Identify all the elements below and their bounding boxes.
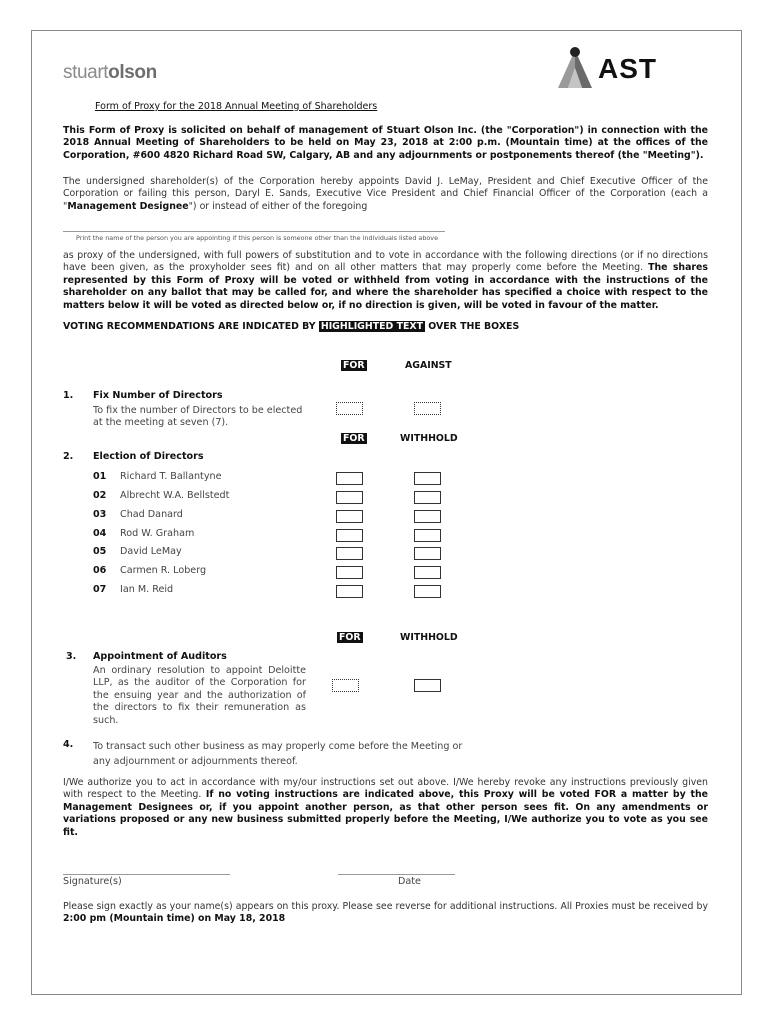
intro-paragraph: This Form of Proxy is solicited on behalf of management of Stuart Olson Inc. (the "Corporation") in connection with the 2018 Annual Meeting of Shareholders to be held on May 23, 2018 at 2:00 p.m. (Mountain time) at the offices of the Corporation, #600 4820 Richard Road SW, Calgary, AB and any adjournments or postponements thereof (the "Meeting"). [63,125,708,161]
highlighted-text-sample: HIGHLIGHTED TEXT [320,321,423,332]
nominee-number: 05 [93,546,107,557]
nominee-for-checkbox[interactable] [336,585,363,598]
nominee-name: Carmen R. Loberg [120,565,207,576]
item-4-number: 4. [63,739,74,750]
item-3-for-checkbox[interactable] [332,679,359,692]
nominee-for-checkbox[interactable] [336,566,363,579]
nominee-name: Richard T. Ballantyne [120,471,222,482]
nominee-name: David LeMay [120,546,182,557]
voting-recommendation: VOTING RECOMMENDATIONS ARE INDICATED BY HIGHLIGHTED TEXT OVER THE BOXES [63,321,520,332]
item-1-against-checkbox[interactable] [414,402,441,415]
item-1-description: To fix the number of Directors to be elected at the meeting at seven (7). [93,405,303,429]
item-3-number: 3. [66,651,77,662]
stuart-olson-logo: stuartolson [63,62,157,83]
for-header-1: FOR [343,360,365,371]
nominee-number: 02 [93,490,107,501]
signature-label: Signature(s) [63,876,122,887]
nominee-withhold-checkbox[interactable] [414,547,441,560]
date-line[interactable] [338,874,455,875]
nominee-number: 04 [93,528,107,539]
appointee-hint: Print the name of the person you are appointing if this person is someone other than the individuals listed above [76,234,439,242]
footer-instructions: Please sign exactly as your name(s) appears on this proxy. Please see reverse for additional instructions. All Proxies must be received by 2:00 pm (Mountain time) on May 18, 2018 [63,901,708,925]
appointment-paragraph: The undersigned shareholder(s) of the Corporation hereby appoints David J. LeMay, President and Chief Executive Officer of the Corporation or failing this person, Daryl E. Sands, Executive Vice President and Chief Financial Officer of the Corporation (each a "Management Designee") or instead of either of the foregoing [63,176,708,212]
nominee-withhold-checkbox[interactable] [414,585,441,598]
nominee-withhold-checkbox[interactable] [414,510,441,523]
against-header: AGAINST [405,360,452,371]
item-1-heading: Fix Number of Directors [93,390,223,401]
ast-mark-icon [555,44,597,92]
nominee-number: 03 [93,509,107,520]
nominee-for-checkbox[interactable] [336,547,363,560]
item-2-number: 2. [63,451,74,462]
item-3-withhold-checkbox[interactable] [414,679,441,692]
for-header-3: FOR [339,632,361,643]
item-3-description: An ordinary resolution to appoint Deloitte LLP, as the auditor of the Corporation for the ensuing year and the authorization of the directors to fix their remuneration as such. [93,665,306,726]
nominee-withhold-checkbox[interactable] [414,472,441,485]
item-4-description: To transact such other business as may properly come before the Meeting or any adjournment or adjournments thereof. [93,741,463,767]
nominee-number: 01 [93,471,107,482]
item-3-heading: Appointment of Auditors [93,651,227,662]
nominee-name: Chad Danard [120,509,183,520]
nominee-name: Albrecht W.A. Bellstedt [120,490,230,501]
form-title: Form of Proxy for the 2018 Annual Meeting of Shareholders [95,101,378,112]
nominee-for-checkbox[interactable] [336,529,363,542]
withhold-header-2: WITHHOLD [400,433,458,444]
authorization-paragraph: I/We authorize you to act in accordance with my/our instructions set out above. I/We hereby revoke any instructions previously given with respect to the Meeting. If no voting instructions are indicated above, this Proxy will be voted FOR a matter by the Management Designees or, if you appoint another person, as that other person sees fit. On any amendments or variations proposed or any new business submitted properly before the Meeting, I/We authorize you to vote as you see fit. [63,777,708,838]
nominee-for-checkbox[interactable] [336,491,363,504]
for-header-2: FOR [343,433,365,444]
item-1-for-checkbox[interactable] [336,402,363,415]
appointee-name-line[interactable] [63,231,445,232]
nominee-withhold-checkbox[interactable] [414,566,441,579]
nominee-name: Ian M. Reid [120,584,174,595]
proxy-paragraph: as proxy of the undersigned, with full powers of substitution and to vote in accordance with the following directions (or if no directions have been given, as the proxyholder sees fit) and on all other matters that may properly come before the Meeting. The shares represented by this Form of Proxy will be voted or withheld from voting in accordance with the instructions of the shareholder on any ballot that may be called for, and where the shareholder has specified a choice with respect to the matters below it will be voted as directed below or, if no direction is given, will be voted in favour of the matter. [63,250,708,311]
withhold-header-3: WITHHOLD [400,632,458,643]
nominee-withhold-checkbox[interactable] [414,491,441,504]
signature-line[interactable] [63,874,230,875]
item-2-heading: Election of Directors [93,451,204,462]
nominee-for-checkbox[interactable] [336,472,363,485]
ast-logo: AST [555,44,665,92]
nominee-name: Rod W. Graham [120,528,195,539]
nominee-number: 06 [93,565,107,576]
nominee-withhold-checkbox[interactable] [414,529,441,542]
item-1-number: 1. [63,390,74,401]
nominee-for-checkbox[interactable] [336,510,363,523]
date-label: Date [398,876,421,887]
nominee-number: 07 [93,584,107,595]
